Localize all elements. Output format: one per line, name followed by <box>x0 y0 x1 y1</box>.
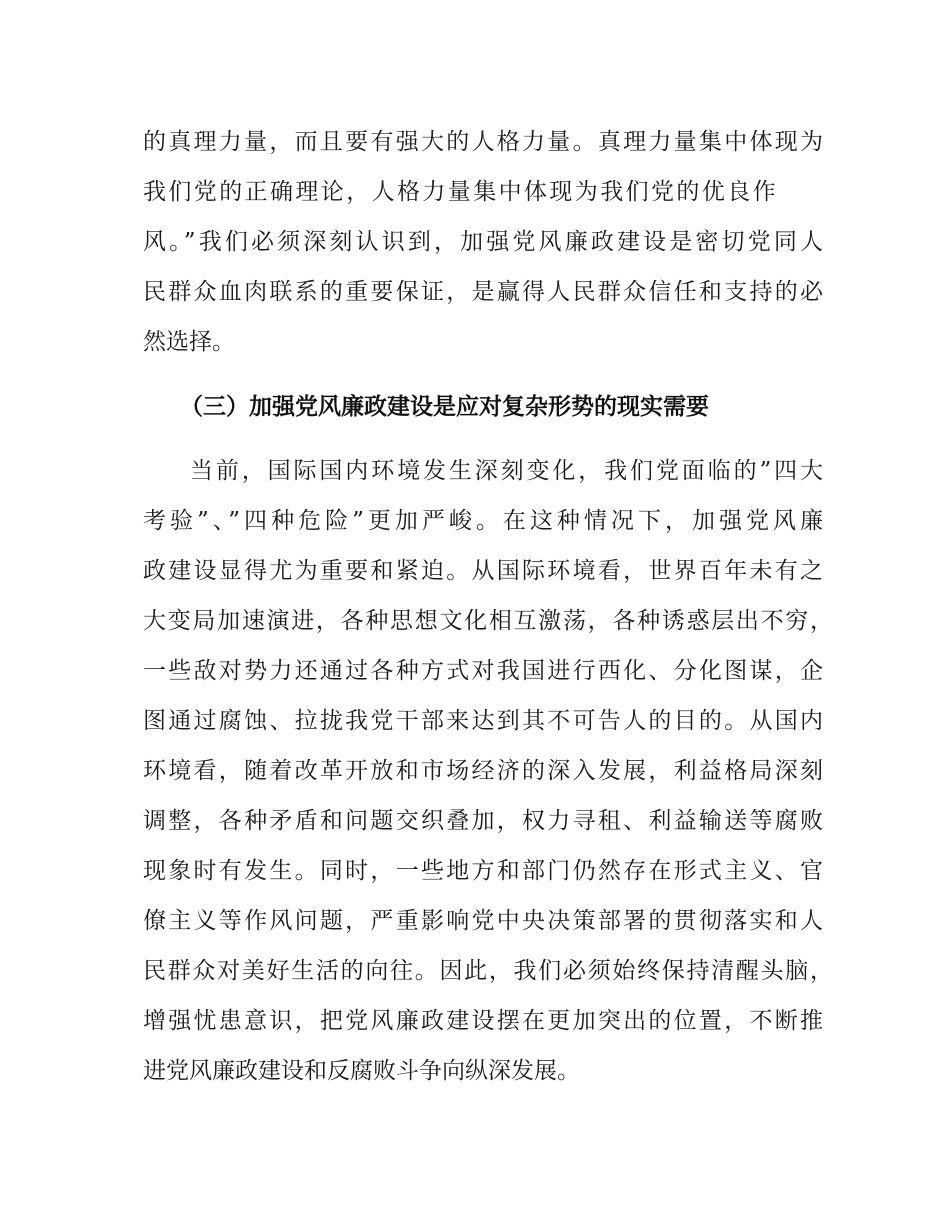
paragraph-line: 僚主义等作风问题，严重影响党中央决策部署的贯彻落实和人 <box>143 908 823 934</box>
paragraph-line: 的真理力量，而且要有强大的人格力量。真理力量集中体现为 <box>143 129 823 155</box>
paragraph-line: 考验”、”四种危险”更加严峻。在这种情况下，加强党风廉 <box>143 508 823 534</box>
paragraph-line: 民群众血肉联系的重要保证，是赢得人民群众信任和支持的必 <box>143 279 823 305</box>
paragraph-line: 然选择。 <box>143 329 235 355</box>
paragraph-line: 增强忧患意识，把党风廉政建设摆在更加突出的位置，不断推 <box>143 1008 823 1034</box>
paragraph-line: 大变局加速演进，各种思想文化相互激荡，各种诱惑层出不穷， <box>143 608 833 634</box>
paragraph-line: 当前，国际国内环境发生深刻变化，我们党面临的”四大 <box>190 458 823 484</box>
paragraph-line: 进党风廉政建设和反腐败斗争向纵深发展。 <box>143 1058 580 1084</box>
section-heading: （三）加强党风廉政建设是应对复杂形势的现实需要 <box>180 394 709 420</box>
paragraph-line: 民群众对美好生活的向往。因此，我们必须始终保持清醒头脑， <box>143 958 833 984</box>
paragraph-line: 一些敌对势力还通过各种方式对我国进行西化、分化图谋，企 <box>143 658 823 684</box>
paragraph-line: 政建设显得尤为重要和紧迫。从国际环境看，世界百年未有之 <box>143 558 823 584</box>
paragraph-line: 环境看，随着改革开放和市场经济的深入发展，利益格局深刻 <box>143 758 823 784</box>
paragraph-line: 现象时有发生。同时，一些地方和部门仍然存在形式主义、官 <box>143 858 823 884</box>
paragraph-line: 风。”我们必须深刻认识到，加强党风廉政建设是密切党同人 <box>143 229 823 255</box>
paragraph-line: 图通过腐蚀、拉拢我党干部来达到其不可告人的目的。从国内 <box>143 708 823 734</box>
paragraph-line: 调整，各种矛盾和问题交织叠加，权力寻租、利益输送等腐败 <box>143 808 823 834</box>
paragraph-line: 我们党的正确理论，人格力量集中体现为我们党的优良作 <box>143 179 778 205</box>
